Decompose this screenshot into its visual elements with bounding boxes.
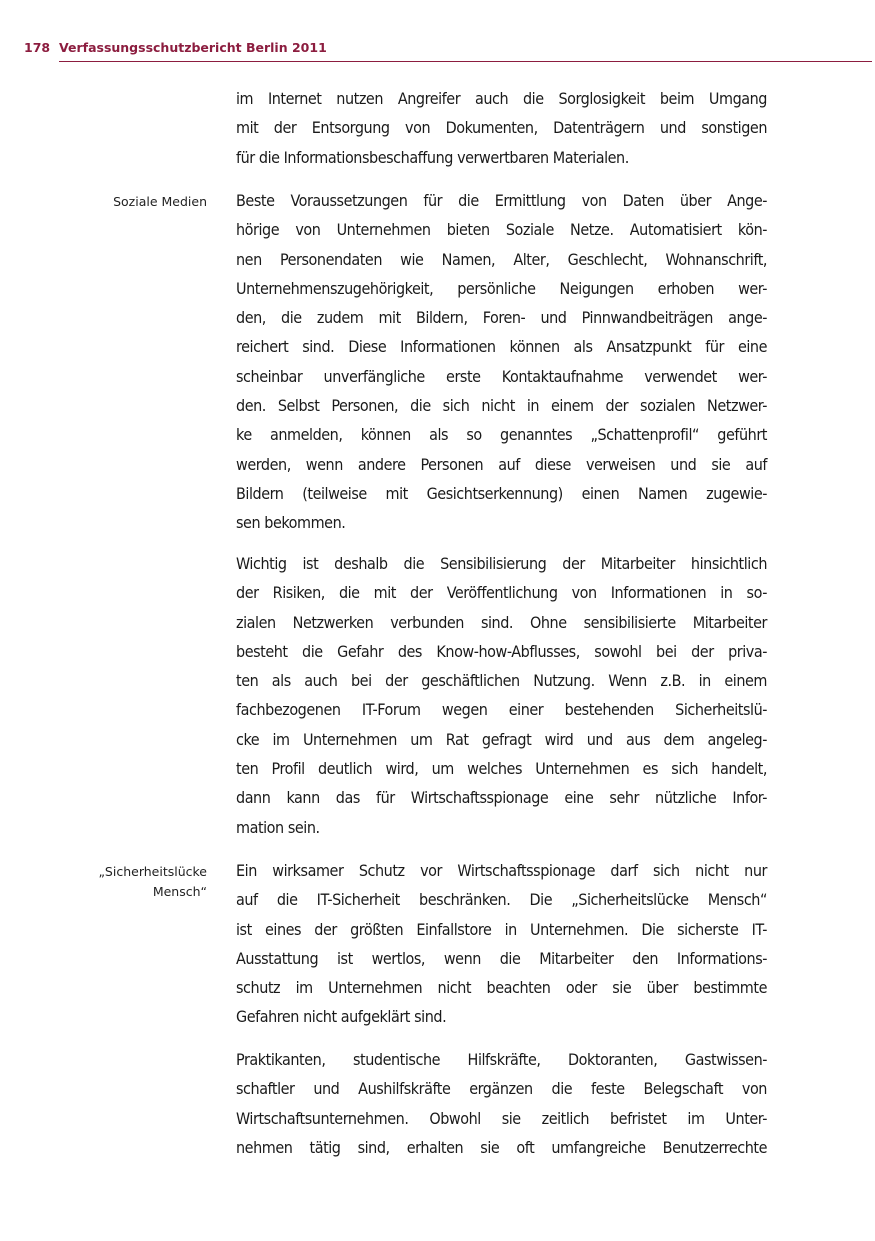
header-rule <box>59 61 872 62</box>
text-line: Ausstattung ist wertlos, wenn die Mitarbeiter den Informations- <box>236 948 767 968</box>
text-line: mation sein. <box>236 817 320 837</box>
text-line: ten als auch bei der geschäftlichen Nutzung. Wenn z.B. in einem <box>236 671 767 691</box>
text-line: den, die zudem mit Bildern, Foren- und Pinnwandbeiträgen ange- <box>236 308 767 328</box>
paragraph-soziale-netze <box>236 186 767 538</box>
margin-note-sicherheitsluecke <box>47 862 207 902</box>
margin-note-text: Soziale Medien <box>113 194 207 209</box>
text-line: hörige von Unternehmen bieten Soziale Netze. Automatisiert kön- <box>236 220 767 240</box>
text-line: ke anmelden, können als so genanntes „Schattenprofil“ geführt <box>236 425 767 445</box>
text-line: Bildern (teilweise mit Gesichtserkennung) einen Namen zugewie- <box>236 483 767 503</box>
text-line: nen Personendaten wie Namen, Alter, Geschlecht, Wohnanschrift, <box>236 249 767 269</box>
text-line: ist eines der größten Einfallstore in Unternehmen. Die sicherste IT- <box>236 919 767 939</box>
margin-note-soziale-medien <box>47 192 207 212</box>
text-line: cke im Unternehmen um Rat gefragt wird und aus dem angeleg- <box>236 729 767 749</box>
text-line: sen bekommen. <box>236 513 346 533</box>
text-line: scheinbar unverfängliche erste Kontaktaufnahme verwendet wer- <box>236 366 767 386</box>
page-header <box>24 40 872 62</box>
paragraph-praktikanten <box>236 1045 767 1162</box>
text-line: Wirtschaftsunternehmen. Obwohl sie zeitlich befristet im Unter- <box>236 1108 767 1128</box>
text-line: Unternehmenszugehörigkeit, persönliche Neigungen erhoben wer- <box>236 278 767 298</box>
text-line: Wichtig ist deshalb die Sensibilisierung der Mitarbeiter hinsichtlich <box>236 554 767 573</box>
page-number: 178 <box>24 40 51 55</box>
text-line: nehmen tätig sind, erhalten sie oft umfangreiche Benutzerrechte <box>236 1137 767 1157</box>
text-line: zialen Netzwerken verbunden sind. Ohne sensibilisierte Mitarbeiter <box>236 612 767 632</box>
text-line: mit der Entsorgung von Dokumenten, Datenträgern und sonstigen <box>236 118 767 138</box>
text-line: schaftler und Aushilfskräfte ergänzen die feste Belegschaft von <box>236 1079 767 1099</box>
text-line: fachbezogenen IT-Forum wegen einer bestehenden Sicherheitslü- <box>236 700 767 720</box>
text-line: für die Informationsbeschaffung verwertbaren Materialen. <box>236 147 629 167</box>
paragraph-intro <box>236 84 767 172</box>
text-line: ten Profil deutlich wird, um welches Unternehmen es sich handelt, <box>236 759 767 779</box>
text-line: den. Selbst Personen, die sich nicht in einem der sozialen Netzwer- <box>236 396 767 416</box>
text-line: Beste Voraussetzungen für die Ermittlung von Daten über Ange- <box>236 191 767 210</box>
running-title: Verfassungsschutzbericht Berlin 2011 <box>59 40 327 55</box>
paragraph-it-sicherheit <box>236 856 767 1032</box>
margin-note-line: Mensch“ <box>152 884 207 899</box>
text-line: Praktikanten, studentische Hilfskräfte, Doktoranten, Gastwissen- <box>236 1050 767 1069</box>
text-line: der Risiken, die mit der Veröffentlichung von Informationen in so- <box>236 583 767 603</box>
text-line: reichert sind. Diese Informationen können als Ansatzpunkt für eine <box>236 337 767 357</box>
text-line: Ein wirksamer Schutz vor Wirtschaftsspionage darf sich nicht nur <box>236 861 767 880</box>
paragraph-sensibilisierung <box>236 549 767 842</box>
text-line: schutz im Unternehmen nicht beachten oder sie über bestimmte <box>236 978 767 998</box>
text-line: werden, wenn andere Personen auf diese verweisen und sie auf <box>236 454 767 474</box>
text-line: dann kann das für Wirtschaftsspionage eine sehr nützliche Infor- <box>236 788 767 808</box>
margin-note-line: „Sicherheitslücke <box>98 864 207 879</box>
text-line: Gefahren nicht aufgeklärt sind. <box>236 1007 447 1027</box>
text-line: besteht die Gefahr des Know-how-Abflusses, sowohl bei der priva- <box>236 641 767 661</box>
text-line: im Internet nutzen Angreifer auch die Sorglosigkeit beim Umgang <box>236 89 767 108</box>
text-line: auf die IT-Sicherheit beschränken. Die „Sicherheitslücke Mensch“ <box>236 890 767 910</box>
